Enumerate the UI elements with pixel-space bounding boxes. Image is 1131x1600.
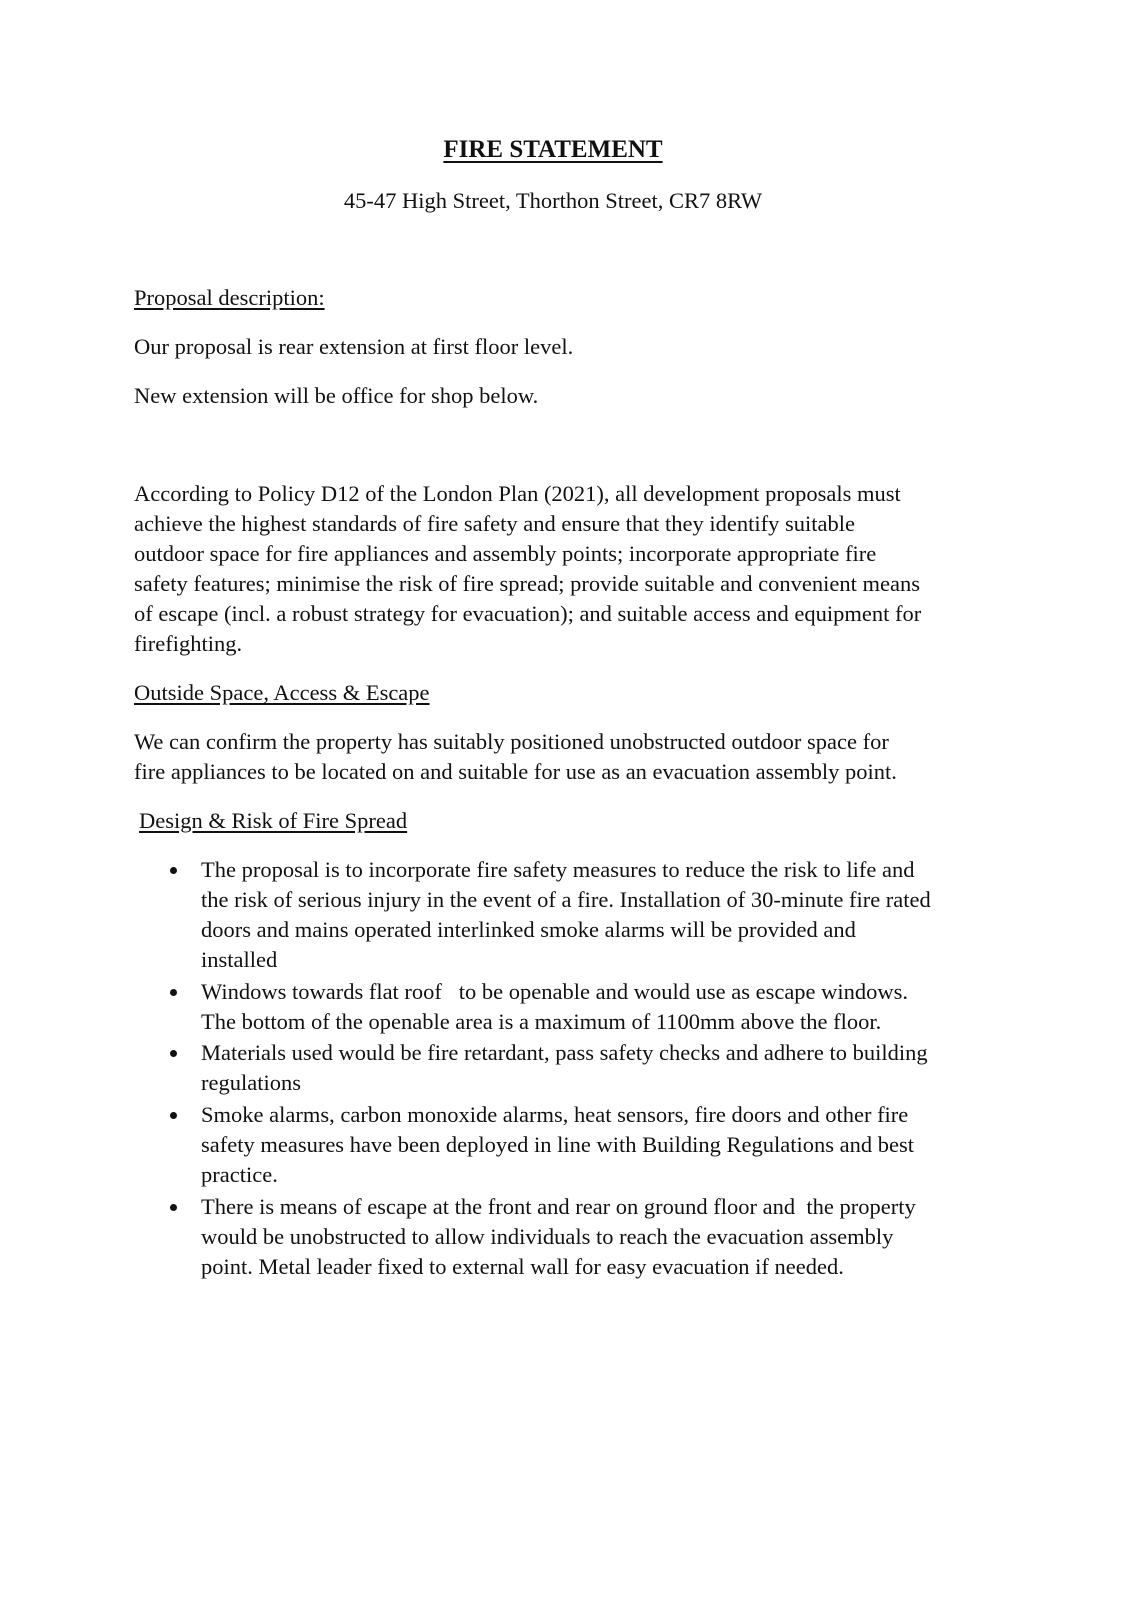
bullet-line: Windows towards flat roof to be openable and would use as escape windows. xyxy=(201,979,909,1004)
bullet-line: practice. xyxy=(201,1162,278,1187)
address: 45-47 High Street, Thorthon Street, CR7 8RW xyxy=(343,188,763,213)
bullet-line: There is means of escape at the front and rear on ground floor and the property xyxy=(201,1194,916,1219)
policy-line: safety features; minimise the risk of fire spread; provide suitable and convenient means xyxy=(134,571,920,596)
bullet-line: Materials used would be fire retardant, pass safety checks and adhere to building xyxy=(201,1040,928,1065)
policy-line: firefighting. xyxy=(134,631,243,656)
bullet-line: installed xyxy=(201,947,278,972)
policy-line: outdoor space for fire appliances and assembly points; incorporate appropriate fire xyxy=(134,541,877,566)
bullet-icon xyxy=(170,1204,177,1211)
bullet-icon xyxy=(170,867,177,874)
bullet-icon xyxy=(170,989,177,996)
bullet-icon xyxy=(170,1112,177,1119)
outside-heading: Outside Space, Access & Escape xyxy=(134,680,430,705)
bullet-line: point. Metal leader fixed to external wall for easy evacuation if needed. xyxy=(201,1254,844,1279)
policy-line: achieve the highest standards of fire safety and ensure that they identify suitable xyxy=(134,511,855,536)
proposal-line: Our proposal is rear extension at first floor level. xyxy=(134,334,574,359)
proposal-heading: Proposal description: xyxy=(134,285,325,310)
bullet-line: The bottom of the openable area is a maximum of 1100mm above the floor. xyxy=(201,1009,882,1034)
outside-line: We can confirm the property has suitably positioned unobstructed outdoor space for xyxy=(134,729,889,754)
bullet-line: doors and mains operated interlinked smoke alarms will be provided and xyxy=(201,917,856,942)
document-title: FIRE STATEMENT xyxy=(443,136,663,163)
policy-line: of escape (incl. a robust strategy for evacuation); and suitable access and equipment for xyxy=(134,601,922,626)
bullet-icon xyxy=(170,1050,177,1057)
bullet-line: the risk of serious injury in the event of a fire. Installation of 30-minute fire rated xyxy=(201,887,931,912)
bullet-line: Smoke alarms, carbon monoxide alarms, heat sensors, fire doors and other fire xyxy=(201,1102,909,1127)
bullet-line: would be unobstructed to allow individuals to reach the evacuation assembly xyxy=(201,1224,894,1249)
design-heading: Design & Risk of Fire Spread xyxy=(139,808,408,833)
bullet-line: The proposal is to incorporate fire safety measures to reduce the risk to life and xyxy=(201,857,915,882)
bullet-line: safety measures have been deployed in line with Building Regulations and best xyxy=(201,1132,914,1157)
bullet-line: regulations xyxy=(201,1070,301,1095)
proposal-line: New extension will be office for shop below. xyxy=(134,383,539,408)
outside-line: fire appliances to be located on and suitable for use as an evacuation assembly point. xyxy=(134,759,897,784)
policy-line: According to Policy D12 of the London Plan (2021), all development proposals must xyxy=(134,481,901,506)
